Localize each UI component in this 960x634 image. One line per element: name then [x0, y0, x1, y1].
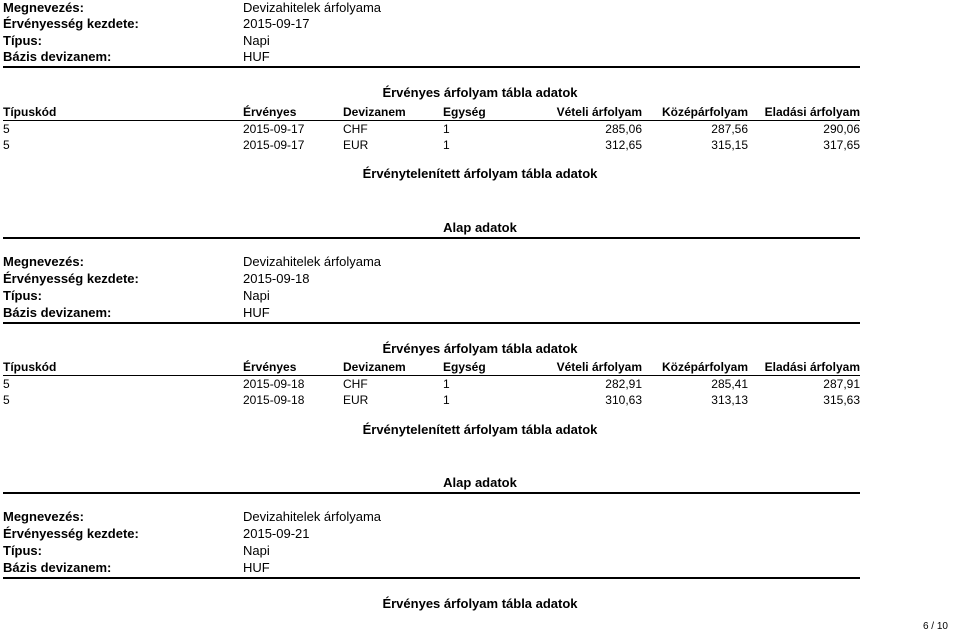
alap-adatok-text: Alap adatok	[443, 220, 517, 235]
megnevezes-label: Megnevezés:	[3, 0, 84, 15]
cell-kozep: 313,13	[711, 393, 748, 407]
cell-ervenyes: 2015-09-17	[243, 138, 305, 152]
cell-tipuskod: 5	[3, 377, 10, 391]
divider	[3, 66, 860, 68]
kezdete-label: Érvényesség kezdete:	[3, 271, 139, 286]
col-veteli: Vételi árfolyam	[556, 360, 642, 374]
valid-table-heading-text: Érvényes árfolyam tábla adatok	[382, 596, 578, 611]
col-ervenyes: Érvényes	[243, 360, 297, 374]
alap-adatok-heading	[0, 475, 960, 490]
col-egyseg: Egység	[443, 360, 486, 374]
cell-tipuskod: 5	[3, 138, 10, 152]
bazis-value: HUF	[243, 305, 270, 320]
col-ervenyes: Érvényes	[243, 105, 297, 119]
cell-kozep: 287,56	[711, 122, 748, 136]
col-devizanem: Devizanem	[343, 360, 406, 374]
valid-table-heading	[0, 341, 960, 356]
megnevezes-label: Megnevezés:	[3, 509, 84, 524]
bazis-label: Bázis devizanem:	[3, 49, 112, 64]
col-eladasi: Eladási árfolyam	[764, 105, 860, 119]
cell-tipuskod: 5	[3, 393, 10, 407]
megnevezes-value: Devizahitelek árfolyama	[243, 0, 382, 15]
invalid-table-heading	[0, 422, 960, 437]
tipus-value: Napi	[243, 288, 270, 303]
cell-ervenyes: 2015-09-18	[243, 393, 305, 407]
tipus-label: Típus:	[3, 288, 42, 303]
cell-tipuskod: 5	[3, 122, 10, 136]
valid-table-heading	[0, 596, 960, 611]
cell-veteli: 282,91	[605, 377, 642, 391]
bazis-value: HUF	[243, 49, 270, 64]
valid-table-heading-text: Érvényes árfolyam tábla adatok	[382, 85, 578, 100]
cell-kozep: 285,41	[711, 377, 748, 391]
kezdete-label: Érvényesség kezdete:	[3, 16, 139, 31]
invalid-table-heading	[0, 166, 960, 181]
col-eladasi: Eladási árfolyam	[764, 360, 860, 374]
alap-adatok-text: Alap adatok	[443, 475, 517, 490]
divider	[3, 577, 860, 579]
megnevezes-value: Devizahitelek árfolyama	[243, 509, 382, 524]
valid-table-heading-text: Érvényes árfolyam tábla adatok	[382, 341, 578, 356]
cell-kozep: 315,15	[711, 138, 748, 152]
cell-veteli: 285,06	[605, 122, 642, 136]
cell-devizanem: EUR	[343, 138, 369, 152]
tipus-value: Napi	[243, 543, 270, 558]
invalid-table-heading-text: Érvénytelenített árfolyam tábla adatok	[362, 422, 598, 437]
cell-egyseg: 1	[443, 393, 450, 407]
divider	[3, 492, 860, 494]
cell-veteli: 312,65	[605, 138, 642, 152]
col-veteli: Vételi árfolyam	[556, 105, 642, 119]
cell-eladasi: 317,65	[823, 138, 860, 152]
kezdete-label: Érvényesség kezdete:	[3, 526, 139, 541]
col-kozep: Középárfolyam	[661, 360, 748, 374]
kezdete-value: 2015-09-17	[243, 16, 310, 31]
tipus-value: Napi	[243, 33, 270, 48]
cell-devizanem: CHF	[343, 377, 368, 391]
bazis-label: Bázis devizanem:	[3, 560, 112, 575]
tipus-label: Típus:	[3, 33, 42, 48]
bazis-value: HUF	[243, 560, 270, 575]
col-egyseg: Egység	[443, 105, 486, 119]
bazis-label: Bázis devizanem:	[3, 305, 112, 320]
kezdete-value: 2015-09-18	[243, 271, 310, 286]
cell-eladasi: 315,63	[823, 393, 860, 407]
divider	[3, 322, 860, 324]
col-tipuskod: Típuskód	[3, 105, 57, 119]
col-tipuskod: Típuskód	[3, 360, 57, 374]
cell-egyseg: 1	[443, 377, 450, 391]
page-number: 6 / 10	[922, 621, 948, 632]
cell-devizanem: EUR	[343, 393, 369, 407]
col-devizanem: Devizanem	[343, 105, 406, 119]
valid-table-heading	[0, 85, 960, 100]
header-divider	[3, 375, 860, 376]
cell-eladasi: 287,91	[823, 377, 860, 391]
tipus-label: Típus:	[3, 543, 42, 558]
cell-eladasi: 290,06	[823, 122, 860, 136]
divider	[3, 237, 860, 239]
megnevezes-label: Megnevezés:	[3, 254, 84, 269]
kezdete-value: 2015-09-21	[243, 526, 310, 541]
megnevezes-value: Devizahitelek árfolyama	[243, 254, 382, 269]
cell-egyseg: 1	[443, 122, 450, 136]
header-divider	[3, 120, 860, 121]
cell-veteli: 310,63	[605, 393, 642, 407]
cell-devizanem: CHF	[343, 122, 368, 136]
cell-ervenyes: 2015-09-18	[243, 377, 305, 391]
alap-adatok-heading	[0, 220, 960, 235]
col-kozep: Középárfolyam	[661, 105, 748, 119]
invalid-table-heading-text: Érvénytelenített árfolyam tábla adatok	[362, 166, 598, 181]
cell-egyseg: 1	[443, 138, 450, 152]
cell-ervenyes: 2015-09-17	[243, 122, 305, 136]
